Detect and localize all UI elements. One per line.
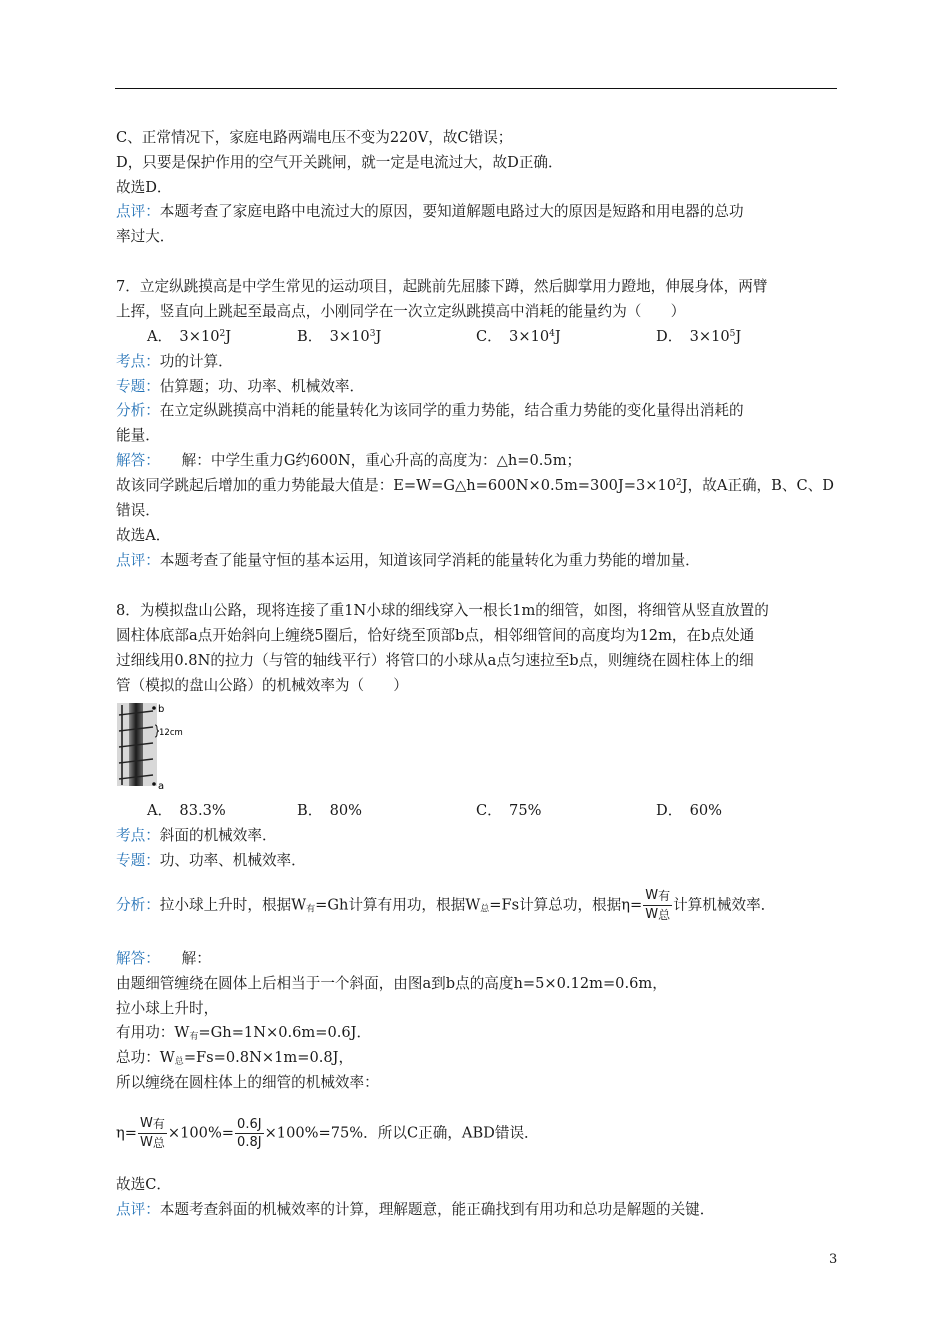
page-number: 3: [829, 1252, 838, 1267]
point-b: [152, 706, 156, 710]
label-12cm: 12cm: [159, 728, 183, 738]
cylinder-edge: [121, 705, 123, 785]
question-8-stem: 8．为模拟盘山公路，现将连接了重1N小球的细线穿入一根长1m的细管，如图，将细管从竖直放置的: [116, 602, 769, 619]
question-7-stem: 上挥，竖直向上跳起至最高点，小刚同学在一次立定纵跳摸高中消耗的能量约为（ ）: [116, 303, 686, 320]
jieda-line: 解答： 解：中学生重力G约600N，重心升高的高度为：△h=0.5m；: [116, 452, 582, 469]
option-a: A． 83.3%: [147, 802, 226, 819]
review-line: 点评：本题考查了家庭电路中电流过大的原因，要知道解题电路过大的原因是短路和用电器的总功: [116, 203, 744, 220]
text-line: 拉小球上升时，: [116, 1000, 219, 1017]
text-line: 故选A．: [116, 527, 171, 544]
text-line: D，只要是保护作用的空气开关跳闸，就一定是电流过大，故D正确．: [116, 154, 563, 171]
text-line: 能量．: [116, 427, 160, 444]
label-b: b: [158, 704, 165, 715]
option-b: B． 80%: [297, 802, 363, 819]
option-c: C． $3\times 10^4J$: [476, 328, 561, 345]
header-rule: [115, 88, 837, 89]
coiled-tube-figure: [117, 703, 183, 792]
text-line: 错误．: [116, 502, 160, 519]
option-d: D． 60%: [656, 802, 723, 819]
text-line: 有用功：$W_有=Gh=1N\times 0.6m=0.6J$．: [116, 1024, 372, 1042]
text-line: 由题细管缠绕在圆体上后相当于一个斜面，由图a到b点的高度h=5×0.12m=0.6m，: [116, 975, 667, 992]
option-d: D． $3\times 10^5J$: [656, 328, 742, 345]
review-line: 点评：本题考查了能量守恒的基本运用，知道该同学消耗的能量转化为重力势能的增加量．: [116, 552, 700, 569]
fenxi-line: 分析：拉小球上升时，根据$W_有=Gh$计算有用功，根据$W_总=Fs$计算总功，根据η= $\frac{\text{W有}}{\text{W总}}$ 计算机械效率．: [116, 888, 776, 922]
question-8-stem: 圆柱体底部a点开始斜向上缠绕5圈后，恰好绕至顶部b点，相邻细管间的高度均为12m，在b点处通: [116, 627, 755, 644]
option-b: B． $3\times 10^3J$: [297, 328, 382, 345]
kaodian-line: 考点：斜面的机械效率．: [116, 827, 277, 844]
review-tag: 点评：: [116, 203, 160, 220]
point-a: [152, 782, 156, 786]
fraction-values: $\frac{0.6J}{0.8J}$: [237, 1117, 262, 1150]
text-line: 故选C．: [116, 1176, 171, 1193]
question-8-stem: 过细线用0.8N的拉力（与管的轴线平行）将管口的小球从a点匀速拉至b点，则缠绕在圆柱体上的细: [116, 652, 754, 669]
kaodian-line: 考点：功的计算．: [116, 353, 233, 370]
efficiency-formula: η= $\frac{\text{W有}}{\text{W总}}$ ×100%= $\frac{0.6J}{0.8J}$ ×100%=75%．所以C正确，ABD错误．: [116, 1116, 539, 1150]
fraction-w: $\frac{\text{W有}}{\text{W总}}$: [139, 1116, 165, 1150]
fenxi-line: 分析：在立定纵跳摸高中消耗的能量转化为该同学的重力势能，结合重力势能的变化量得出消耗的: [116, 402, 744, 419]
label-a: a: [158, 781, 165, 792]
text-line: 故选D．: [116, 179, 172, 196]
efficiency-fraction: $\frac{\text{W有}}{\text{W总}}$: [645, 888, 671, 922]
option-a: A． $3\times 10^2J$: [147, 328, 232, 345]
zhuanti-line: 专题：估算题；功、功率、机械效率．: [116, 378, 365, 395]
option-c: C． 75%: [476, 802, 542, 819]
jieda-line: 解答： 解：: [116, 950, 211, 967]
text-line: 故该同学跳起后增加的重力势能最大值是：$E=W=G\triangle h=600N\times 0.5m=300J=3\times 10^2J$，故A正确，B、C、D: [116, 477, 834, 494]
question-7-stem: 7．立定纵跳摸高是中学生常见的运动项目，起跳前先屈膝下蹲，然后脚掌用力蹬地，伸展身体，两臂: [116, 278, 768, 295]
text-line: 率过大．: [116, 228, 175, 245]
text-line: C、正常情况下，家庭电路两端电压不变为220V，故C错误；: [116, 129, 513, 146]
text-line: 总功：$W_总=Fs=0.8N\times 1m=0.8J$，: [116, 1049, 354, 1067]
review-line: 点评：本题考查斜面的机械效率的计算，理解题意，能正确找到有用功和总功是解题的关键．: [116, 1201, 715, 1218]
text-line: 所以缠绕在圆柱体上的细管的机械效率：: [116, 1074, 379, 1091]
question-8-stem: 管（模拟的盘山公路）的机械效率为（ ）: [116, 677, 408, 694]
zhuanti-line: 专题：功、功率、机械效率．: [116, 852, 306, 869]
